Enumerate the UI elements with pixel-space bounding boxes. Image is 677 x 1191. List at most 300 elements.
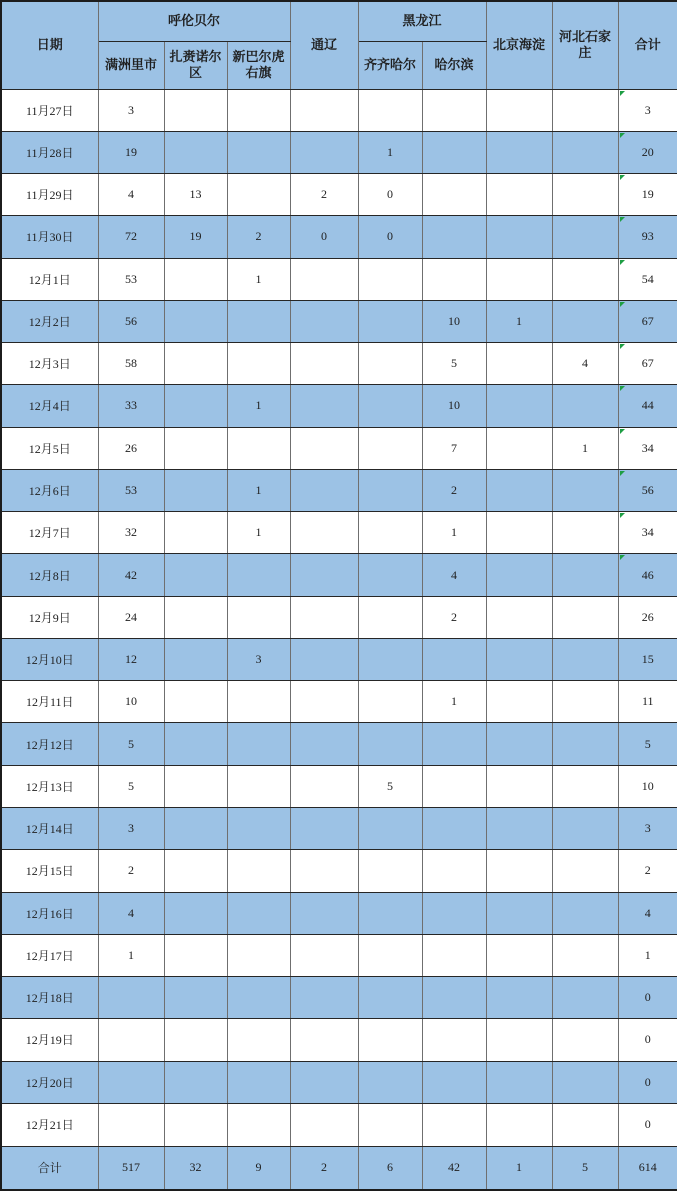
value-cell [164,469,227,511]
value-cell [358,89,422,131]
value-cell [486,596,552,638]
value-cell [422,174,486,216]
value-cell [552,1019,618,1061]
value-cell [552,469,618,511]
value-cell [164,892,227,934]
date-cell: 12月11日 [1,681,98,723]
table-row [1,977,677,1019]
value-cell [358,427,422,469]
value-cell: 10 [98,681,164,723]
value-cell: 42 [98,554,164,596]
date-cell: 12月5日 [1,427,98,469]
value-cell [358,300,422,342]
total-cell: 3 [618,808,677,850]
value-cell: 1 [98,934,164,976]
value-cell [358,934,422,976]
error-indicator-icon [620,555,625,560]
value-cell: 3 [98,89,164,131]
subheader-manzhouli: 满洲里市 [98,41,164,89]
value-cell: 4 [422,554,486,596]
table-row [1,850,677,892]
value-cell [358,1019,422,1061]
header-group-hulunbuir: 呼伦贝尔 [98,1,290,41]
table-row [1,934,677,976]
value-cell [164,554,227,596]
value-cell [422,258,486,300]
value-cell [486,216,552,258]
value-cell [290,512,358,554]
value-cell [486,258,552,300]
value-cell [552,638,618,680]
value-cell: 2 [422,596,486,638]
value-cell: 4 [98,892,164,934]
value-cell [358,512,422,554]
value-cell [164,765,227,807]
error-indicator-icon [620,386,625,391]
value-cell [98,1019,164,1061]
value-cell [422,808,486,850]
error-indicator-icon [620,91,625,96]
value-cell [290,1103,358,1146]
value-cell [164,1019,227,1061]
value-cell [227,808,290,850]
error-indicator-icon [620,217,625,222]
value-cell [164,808,227,850]
total-cell: 93 [618,216,677,258]
value-cell [290,427,358,469]
value-cell [552,258,618,300]
date-cell: 12月10日 [1,638,98,680]
value-cell [164,512,227,554]
table-row [1,216,677,258]
value-cell: 32 [98,512,164,554]
error-indicator-icon [620,344,625,349]
value-cell: 24 [98,596,164,638]
value-cell [422,1103,486,1146]
value-cell [358,385,422,427]
date-cell: 12月3日 [1,343,98,385]
total-cell: 0 [618,1061,677,1103]
value-cell: 1 [422,681,486,723]
value-cell [486,89,552,131]
value-cell [486,934,552,976]
table-row [1,681,677,723]
value-cell [422,638,486,680]
value-cell: 1 [227,512,290,554]
header-tongliao: 通辽 [290,1,358,89]
value-cell: 1 [552,427,618,469]
value-cell [290,934,358,976]
date-cell: 12月18日 [1,977,98,1019]
value-cell [422,1019,486,1061]
table-row [1,554,677,596]
table-row [1,131,677,173]
value-cell [552,1061,618,1103]
column-total-cell: 9 [227,1146,290,1190]
table-row [1,638,677,680]
date-cell: 12月7日 [1,512,98,554]
value-cell: 3 [227,638,290,680]
value-cell [486,1061,552,1103]
column-total-cell: 517 [98,1146,164,1190]
value-cell: 0 [358,174,422,216]
date-cell: 12月13日 [1,765,98,807]
table-row [1,512,677,554]
date-cell: 12月16日 [1,892,98,934]
total-cell: 5 [618,723,677,765]
total-cell: 44 [618,385,677,427]
value-cell [552,765,618,807]
total-cell: 54 [618,258,677,300]
value-cell [486,765,552,807]
date-cell: 11月29日 [1,174,98,216]
value-cell: 10 [422,300,486,342]
value-cell [227,596,290,638]
value-cell: 1 [358,131,422,173]
value-cell: 5 [98,723,164,765]
value-cell: 33 [98,385,164,427]
value-cell [227,723,290,765]
total-cell: 0 [618,977,677,1019]
date-cell: 12月4日 [1,385,98,427]
table-row [1,765,677,807]
value-cell [164,258,227,300]
value-cell [552,681,618,723]
value-cell [290,258,358,300]
value-cell [486,977,552,1019]
subheader-xinbaerhuyouqi: 新巴尔虎右旗 [227,41,290,89]
table-row [1,385,677,427]
value-cell [164,723,227,765]
value-cell [422,977,486,1019]
date-cell: 12月21日 [1,1103,98,1146]
value-cell [486,554,552,596]
value-cell [422,892,486,934]
total-cell: 0 [618,1019,677,1061]
total-cell: 15 [618,638,677,680]
value-cell: 10 [422,385,486,427]
total-cell: 34 [618,427,677,469]
total-cell: 4 [618,892,677,934]
value-cell [227,300,290,342]
date-cell: 12月8日 [1,554,98,596]
value-cell [486,427,552,469]
value-cell: 2 [422,469,486,511]
value-cell: 1 [486,300,552,342]
table-row [1,89,677,131]
value-cell: 4 [552,343,618,385]
table-row [1,1019,677,1061]
value-cell [552,512,618,554]
value-cell [486,892,552,934]
value-cell: 56 [98,300,164,342]
value-cell: 3 [98,808,164,850]
value-cell [422,1061,486,1103]
value-cell: 4 [98,174,164,216]
value-cell [486,1019,552,1061]
value-cell [290,554,358,596]
table-row [1,1103,677,1146]
value-cell [164,427,227,469]
table-row [1,258,677,300]
value-cell [227,427,290,469]
value-cell [290,469,358,511]
total-cell: 46 [618,554,677,596]
date-cell: 11月28日 [1,131,98,173]
value-cell: 5 [98,765,164,807]
value-cell [552,131,618,173]
error-indicator-icon [620,260,625,265]
value-cell [358,1061,422,1103]
value-cell [290,808,358,850]
value-cell [422,131,486,173]
value-cell [552,892,618,934]
value-cell [486,681,552,723]
value-cell [164,300,227,342]
value-cell [422,89,486,131]
value-cell [164,131,227,173]
value-cell: 26 [98,427,164,469]
value-cell [227,850,290,892]
value-cell [164,977,227,1019]
total-cell: 19 [618,174,677,216]
value-cell [486,385,552,427]
total-cell: 67 [618,300,677,342]
value-cell [290,343,358,385]
value-cell [290,596,358,638]
header-group-heilongjiang: 黑龙江 [358,1,486,41]
value-cell [227,765,290,807]
total-cell: 2 [618,850,677,892]
value-cell: 13 [164,174,227,216]
table-row [1,892,677,934]
date-cell: 12月6日 [1,469,98,511]
table-row [1,427,677,469]
value-cell [227,1019,290,1061]
header-total: 合计 [618,1,677,89]
value-cell [486,469,552,511]
total-cell: 3 [618,89,677,131]
value-cell [422,723,486,765]
subheader-zhalainuoer: 扎赉诺尔区 [164,41,227,89]
value-cell [164,596,227,638]
value-cell [98,1103,164,1146]
value-cell [358,1103,422,1146]
total-cell: 0 [618,1103,677,1146]
date-cell: 12月12日 [1,723,98,765]
value-cell [552,216,618,258]
total-cell: 67 [618,343,677,385]
value-cell [486,850,552,892]
value-cell [422,765,486,807]
value-cell [164,850,227,892]
value-cell: 1 [227,385,290,427]
value-cell [164,343,227,385]
subheader-qiqihaer: 齐齐哈尔 [358,41,422,89]
value-cell [358,469,422,511]
value-cell [358,892,422,934]
value-cell [227,892,290,934]
header-hebei-shijiazhuang: 河北石家庄 [552,1,618,89]
value-cell [290,723,358,765]
value-cell: 19 [98,131,164,173]
total-cell: 10 [618,765,677,807]
value-cell [422,934,486,976]
value-cell [164,1103,227,1146]
total-cell: 34 [618,512,677,554]
date-cell: 12月19日 [1,1019,98,1061]
value-cell [358,850,422,892]
date-cell: 12月20日 [1,1061,98,1103]
value-cell [227,977,290,1019]
date-cell: 12月14日 [1,808,98,850]
value-cell [290,300,358,342]
value-cell [552,89,618,131]
value-cell [486,131,552,173]
column-total-cell: 42 [422,1146,486,1190]
value-cell [422,850,486,892]
table-row [1,1061,677,1103]
total-cell: 11 [618,681,677,723]
value-cell [227,89,290,131]
value-cell: 0 [290,216,358,258]
header-beijing-haidian: 北京海淀 [486,1,552,89]
table-row [1,469,677,511]
value-cell [552,808,618,850]
value-cell [358,681,422,723]
value-cell [552,300,618,342]
value-cell: 12 [98,638,164,680]
date-cell: 12月9日 [1,596,98,638]
value-cell: 1 [422,512,486,554]
value-cell [290,385,358,427]
value-cell [486,723,552,765]
table-row [1,343,677,385]
value-cell [290,638,358,680]
value-cell [290,1019,358,1061]
date-cell: 11月30日 [1,216,98,258]
value-cell [164,385,227,427]
table-row [1,300,677,342]
value-cell [552,723,618,765]
header-date: 日期 [1,1,98,89]
value-cell: 53 [98,469,164,511]
value-cell [422,216,486,258]
value-cell [227,554,290,596]
value-cell [486,343,552,385]
value-cell [552,174,618,216]
total-row [1,1146,677,1190]
table-body [1,89,677,1190]
value-cell [290,850,358,892]
value-cell [358,596,422,638]
table-row [1,723,677,765]
grand-total-cell: 614 [618,1146,677,1190]
value-cell [98,1061,164,1103]
value-cell [227,681,290,723]
value-cell [227,174,290,216]
error-indicator-icon [620,175,625,180]
value-cell [552,934,618,976]
subheader-haerbin: 哈尔滨 [422,41,486,89]
value-cell [552,554,618,596]
date-cell: 12月2日 [1,300,98,342]
value-cell [290,89,358,131]
value-cell: 5 [422,343,486,385]
value-cell [164,638,227,680]
value-cell [486,808,552,850]
value-cell [552,385,618,427]
total-row-label: 合计 [1,1146,98,1190]
value-cell [227,1061,290,1103]
value-cell [358,258,422,300]
value-cell: 58 [98,343,164,385]
value-cell [552,596,618,638]
value-cell: 2 [290,174,358,216]
value-cell [290,131,358,173]
date-cell: 11月27日 [1,89,98,131]
value-cell [552,1103,618,1146]
value-cell [290,1061,358,1103]
value-cell [486,1103,552,1146]
value-cell [290,765,358,807]
value-cell [358,638,422,680]
column-total-cell: 6 [358,1146,422,1190]
error-indicator-icon [620,133,625,138]
value-cell [486,638,552,680]
error-indicator-icon [620,302,625,307]
header-row-groups [1,1,677,41]
value-cell [227,934,290,976]
value-cell [227,1103,290,1146]
value-cell: 53 [98,258,164,300]
value-cell: 1 [227,258,290,300]
value-cell: 5 [358,765,422,807]
table-row [1,596,677,638]
column-total-cell: 32 [164,1146,227,1190]
table-header [1,1,677,89]
date-cell: 12月17日 [1,934,98,976]
total-cell: 56 [618,469,677,511]
value-cell [164,1061,227,1103]
value-cell [98,977,164,1019]
value-cell [486,174,552,216]
column-total-cell: 2 [290,1146,358,1190]
value-cell [227,343,290,385]
table-row [1,174,677,216]
value-cell [164,89,227,131]
value-cell: 2 [227,216,290,258]
total-cell: 26 [618,596,677,638]
date-cell: 12月1日 [1,258,98,300]
total-cell: 20 [618,131,677,173]
value-cell: 72 [98,216,164,258]
value-cell: 0 [358,216,422,258]
value-cell [552,977,618,1019]
column-total-cell: 1 [486,1146,552,1190]
value-cell [290,681,358,723]
error-indicator-icon [620,513,625,518]
value-cell: 7 [422,427,486,469]
value-cell [164,681,227,723]
value-cell [227,131,290,173]
value-cell: 19 [164,216,227,258]
error-indicator-icon [620,429,625,434]
value-cell [358,554,422,596]
value-cell [358,723,422,765]
value-cell [552,850,618,892]
error-indicator-icon [620,471,625,476]
